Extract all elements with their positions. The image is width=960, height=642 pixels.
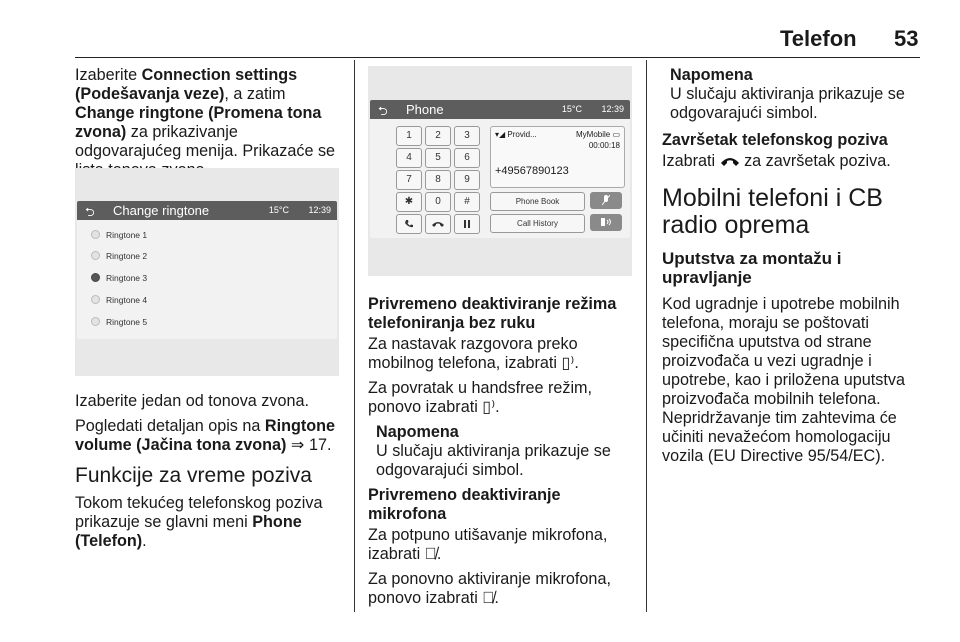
paragraph: Izaberite jedan od tonova zvona. [75, 392, 309, 410]
temperature: 15°C [561, 104, 582, 114]
keypad-key[interactable]: 5 [425, 148, 451, 168]
clock: 12:39 [308, 205, 331, 215]
header-rule [75, 57, 920, 58]
note-text: U slučaju aktiviranja prikazuje se odgovarajući simbol. [670, 85, 905, 122]
back-icon[interactable]: ⮌ [85, 205, 95, 219]
note-text: U slučaju aktiviranja prikazuje se odgovarajući simbol. [376, 442, 611, 479]
hold-key[interactable] [454, 214, 480, 234]
keypad-key[interactable]: 0 [425, 192, 451, 212]
clock: 12:39 [601, 104, 624, 114]
paragraph: Za ponovno aktiviranje mikrofona, ponovo izabrati 🎙̸. [368, 570, 611, 607]
column-1-lower [75, 392, 343, 557]
keypad-key[interactable]: ✱ [396, 192, 422, 212]
note-title: Napomena [376, 423, 459, 441]
mic-off-icon [602, 195, 610, 206]
column-divider-2 [646, 60, 647, 612]
screen-status-bar [370, 100, 630, 119]
handset-toggle-button[interactable] [590, 214, 622, 231]
back-icon[interactable]: ⮌ [378, 104, 388, 118]
keypad-key[interactable]: 4 [396, 148, 422, 168]
page-number: 53 [894, 26, 919, 51]
paragraph: Kod ugradnje i upotrebe mobilnih telefona, moraju se poštovati specifična uputstva od strane proizvođača u vezi ugradnje i upotrebe, kao i priložena uputstva proizvođača mobilnih telefona. Nepridržavanje tim zahtevima će učiniti nevažećom homologaciju vozila (EU Directive 95/54/EC). [662, 295, 905, 465]
note [662, 66, 930, 123]
screen-status-bar [77, 201, 337, 220]
keypad-key[interactable]: 6 [454, 148, 480, 168]
keypad-key[interactable]: 2 [425, 126, 451, 146]
column-divider-1 [354, 60, 355, 612]
keypad-key[interactable]: 7 [396, 170, 422, 190]
keypad-key[interactable]: 8 [425, 170, 451, 190]
keypad-key[interactable]: # [454, 192, 480, 212]
phone-screen [370, 100, 630, 238]
column-2 [368, 295, 638, 614]
hangup-icon [720, 155, 740, 167]
phone-figure [368, 66, 632, 276]
keypad-key[interactable]: 3 [454, 126, 480, 146]
radio-selected-icon [91, 273, 100, 282]
column-3 [662, 66, 930, 472]
device-label: MyMobile ▭ [575, 130, 620, 139]
note-title: Napomena [670, 66, 753, 84]
temperature: 15°C [268, 205, 289, 215]
radio-icon [91, 317, 100, 326]
note [368, 423, 638, 480]
radio-icon [91, 230, 100, 239]
paragraph: Za povratak u handsfree režim, ponovo izabrati ▯⁾. [368, 379, 593, 416]
subheading: Završetak telefonskog poziva [662, 131, 888, 149]
paragraph: Za nastavak razgovora preko mobilnog telefona, izabrati ▯⁾. [368, 335, 579, 372]
handset-icon [600, 217, 612, 227]
paragraph: Izabrati za završetak poziva. [662, 152, 891, 170]
paragraph: Tokom tekućeg telefonskog poziva prikazuje se glavni meni Phone (Telefon). [75, 494, 323, 550]
dialed-number: +49567890123 [495, 165, 569, 177]
section-heading: Mobilni telefoni i CB radio oprema [662, 184, 883, 239]
subheading: Privremeno deaktiviranje mikrofona [368, 486, 561, 523]
screen-title: Phone [406, 102, 444, 117]
paragraph: Pogledati detaljan opis na Ringtone volume (Jačina tona zvona) ⇒ 17. [75, 417, 336, 454]
intro-paragraph: Izaberite Connection settings (Podešavanja veze), a zatim Change ringtone (Promena tona zvona) za prikazivanje odgovarajućeg menija. Prikazaće se [75, 66, 336, 160]
ringtone-option[interactable]: Ringtone 1 [91, 230, 147, 240]
call-duration: 00:00:18 [588, 141, 620, 150]
ringtone-option[interactable]: Ringtone 2 [91, 251, 147, 261]
ringtone-screen [77, 201, 337, 339]
ringtone-option[interactable]: Ringtone 5 [91, 317, 147, 327]
keypad-key[interactable]: 9 [454, 170, 480, 190]
ringtone-option[interactable]: Ringtone 3 [91, 273, 147, 283]
ringtone-figure [75, 168, 339, 376]
radio-icon [91, 295, 100, 304]
pause-icon [463, 220, 471, 228]
subsection-heading: Uputstva za montažu i upravljanje [662, 249, 842, 287]
ringtone-option[interactable]: Ringtone 4 [91, 295, 147, 305]
provider-label: ▾◢ Provid... [495, 130, 537, 139]
section-heading: Funkcije za vreme poziva [75, 464, 312, 487]
radio-icon [91, 251, 100, 260]
mute-microphone-button[interactable] [590, 192, 622, 209]
subheading: Privremeno deaktiviranje režima telefoniranja bez ruku [368, 295, 617, 332]
screen-title: Change ringtone [113, 203, 210, 218]
call-history-button[interactable]: Call History [490, 214, 585, 233]
phone-book-button[interactable]: Phone Book [490, 192, 585, 211]
keypad-key[interactable]: 1 [396, 126, 422, 146]
hangup-icon [431, 220, 445, 228]
hangup-key[interactable] [425, 214, 451, 234]
phone-call-icon [404, 219, 414, 229]
call-info-panel [490, 126, 625, 188]
call-key[interactable] [396, 214, 422, 234]
page-header-title: Telefon [780, 26, 857, 51]
paragraph: Za potpuno utišavanje mikrofona, izabrati 🎙̸. [368, 526, 608, 563]
